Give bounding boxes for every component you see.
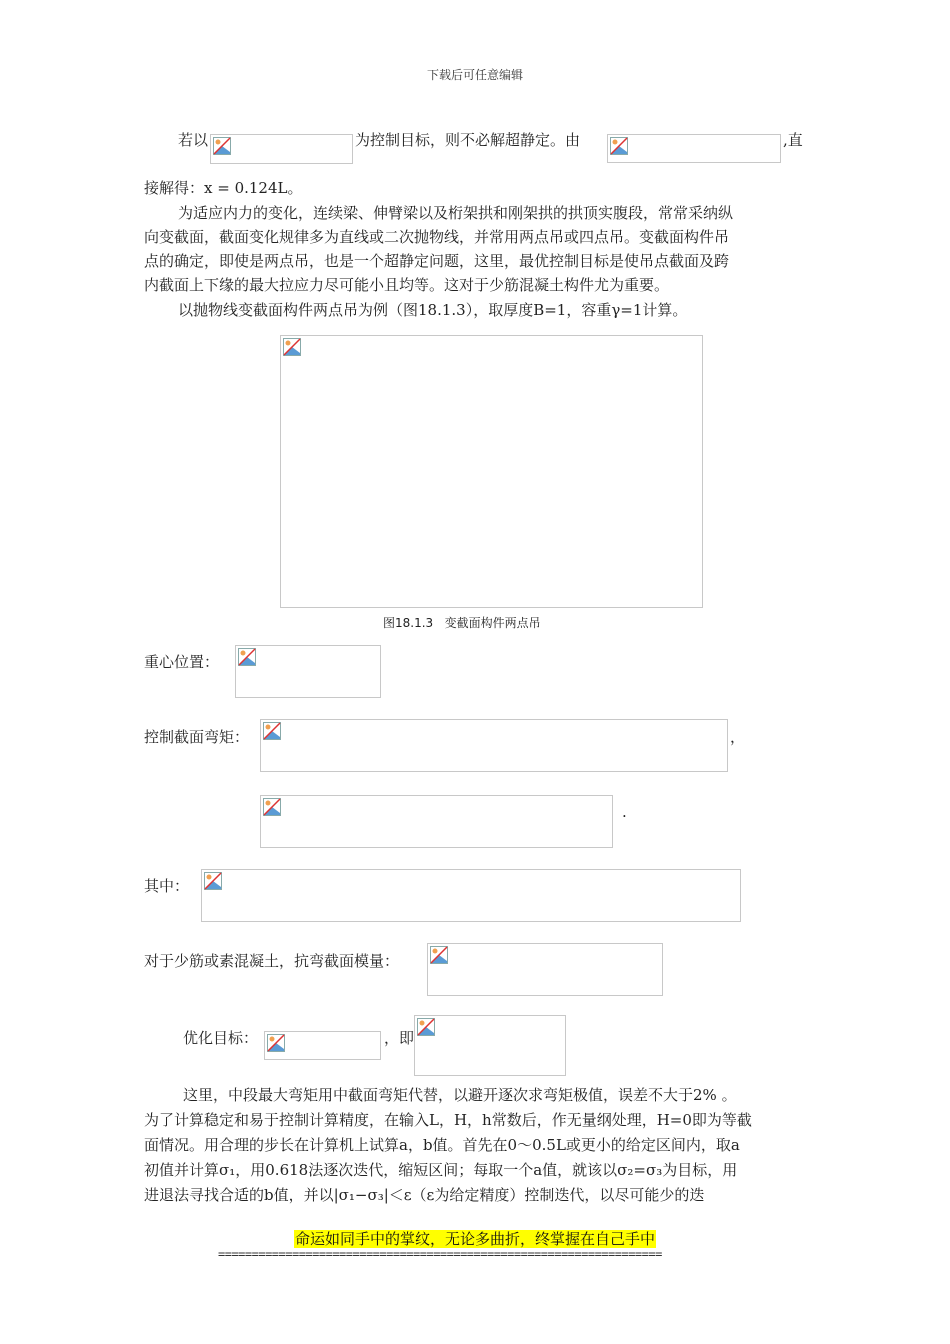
broken-image-icon <box>417 1018 435 1036</box>
paragraph-line: 点的确定，即使是两点吊，也是一个超静定问题，这里，最优控制目标是使吊点截面及跨 <box>144 252 730 270</box>
figure-image <box>280 335 703 608</box>
figure-caption <box>383 614 541 631</box>
formula-image-objective <box>264 1031 381 1060</box>
formula-image-centroid <box>235 645 381 698</box>
text-ruo-yi: 若以 <box>178 131 209 149</box>
footer-motto <box>0 1228 950 1249</box>
text-zhi: ,直 <box>783 131 803 149</box>
text-comma: ， <box>730 728 746 746</box>
formula-image-ie <box>414 1015 566 1076</box>
text-control-target: 为控制目标，则不必解超静定。由 <box>355 131 581 149</box>
paragraph-line: 为适应内力的变化，连续梁、伸臂梁以及桁架拱和刚架拱的拱顶实腹段，常常采纳纵 <box>178 204 734 222</box>
paragraph-line: 初值并计算σ₁，用0.618法逐次迭代，缩短区间；每取一个a值，就该以σ₂=σ₃为目标，用 <box>144 1161 738 1179</box>
broken-image-icon <box>204 872 222 890</box>
paragraph-line: 这里，中段最大弯矩用中截面弯矩代替，以避开逐次求弯矩极值，误差不大于2% 。 <box>183 1086 737 1104</box>
footer-highlight: 命运如同手中的掌纹，无论多曲折，终掌握在自己手中 <box>294 1230 655 1248</box>
formula-image-1 <box>210 134 353 164</box>
label-objective: 优化目标： <box>183 1029 259 1047</box>
paragraph-line: 向变截面，截面变化规律多为直线或二次抛物线，并常用两点吊或四点吊。变截面构件吊 <box>144 228 730 246</box>
paragraph-line: 以抛物线变截面构件两点吊为例（图18.1.3），取厚度B=1，容重γ=1计算。 <box>178 301 688 319</box>
paragraph-line: 进退法寻找合适的b值，并以|σ₁−σ₃|＜ε（ε为给定精度）控制迭代，以尽可能少的迭 <box>144 1186 705 1204</box>
broken-image-icon <box>267 1034 285 1052</box>
broken-image-icon <box>430 946 448 964</box>
broken-image-icon <box>238 648 256 666</box>
formula-image-2 <box>607 134 781 163</box>
text-ie: ，即 <box>384 1029 415 1047</box>
formula-image-where <box>201 869 741 922</box>
formula-image-modulus <box>427 943 663 996</box>
paragraph-line: 面情况。用合理的步长在计算机上试算a，b值。首先在0～0.5L或更小的给定区间内，取a <box>144 1136 740 1154</box>
broken-image-icon <box>263 722 281 740</box>
footer-rule: ================================================================== <box>218 1247 662 1261</box>
text-period: . <box>622 803 627 821</box>
broken-image-icon <box>610 137 628 155</box>
broken-image-icon <box>213 137 231 155</box>
paragraph-line: 内截面上下缘的最大拉应力尽可能小且均等。这对于少筋混凝土构件尤为重要。 <box>144 276 670 294</box>
formula-image-moment-1 <box>260 719 728 772</box>
formula-image-moment-2 <box>260 795 613 848</box>
broken-image-icon <box>283 338 301 356</box>
page-header: 下载后可任意编辑 <box>426 68 523 82</box>
label-where: 其中： <box>144 877 190 895</box>
figure-title: 变截面构件两点吊 <box>444 616 541 630</box>
figure-label: 图18.1.3 <box>383 616 434 630</box>
label-moment: 控制截面弯矩： <box>144 728 250 746</box>
paragraph-line: 为了计算稳定和易于控制计算精度，在输入L，H，h常数后，作无量纲处理，H=0即为等截 <box>144 1111 752 1129</box>
label-centroid: 重心位置： <box>144 653 220 671</box>
label-modulus: 对于少筋或素混凝土，抗弯截面模量： <box>144 952 400 970</box>
text-result-x: 接解得：x = 0.124L。 <box>144 179 303 197</box>
broken-image-icon <box>263 798 281 816</box>
